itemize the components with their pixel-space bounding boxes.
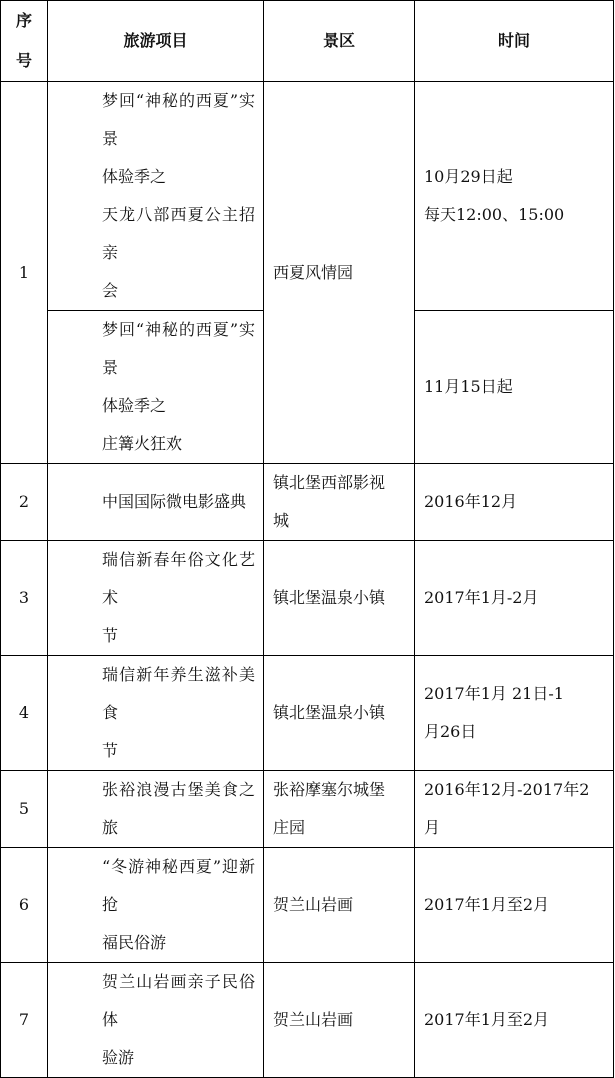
- project-line: 天龙八部西夏公主招亲: [102, 205, 255, 262]
- time-line: 2017年1月-2月: [424, 588, 539, 607]
- place-cell: [264, 541, 415, 656]
- table-row: [1, 656, 614, 771]
- project-cell: [48, 311, 264, 464]
- row-number: 1: [1, 82, 48, 464]
- project-line: 中国国际微电影盛典: [102, 492, 247, 511]
- place-line: 贺兰山岩画: [273, 1010, 354, 1029]
- row-number: 3: [1, 541, 48, 656]
- time-cell: [415, 464, 614, 541]
- table-row: [1, 771, 614, 848]
- time-cell: [415, 541, 614, 656]
- project-line: 福民俗游: [102, 933, 167, 952]
- place-cell: 西夏风情园: [264, 82, 415, 464]
- table-row: [1, 848, 614, 963]
- time-line: 10月29日起: [424, 167, 513, 186]
- table-row: [1, 82, 614, 311]
- header-row: [1, 1, 614, 82]
- time-cell: [415, 771, 614, 848]
- place-line: 贺兰山岩画: [273, 895, 354, 914]
- header-project: 旅游项目: [48, 1, 264, 82]
- place-cell: [264, 848, 415, 963]
- time-line: 2017年1月至2月: [424, 1010, 550, 1029]
- project-line: 节: [102, 741, 119, 760]
- time-cell: [415, 656, 614, 771]
- project-line: 梦回“神秘的西夏”实景: [102, 320, 255, 377]
- place-cell: [264, 963, 415, 1078]
- time-line: 月: [424, 818, 441, 837]
- project-line: 庄篝火狂欢: [102, 434, 183, 453]
- header-place: 景区: [264, 1, 415, 82]
- row-number: 7: [1, 963, 48, 1078]
- place-cell: [264, 464, 415, 541]
- project-line: 贺兰山岩画亲子民俗体: [102, 972, 255, 1029]
- place-line: 张裕摩塞尔城堡: [273, 780, 386, 799]
- project-line: 瑞信新春年俗文化艺术: [102, 550, 255, 607]
- table-row: [1, 541, 614, 656]
- place-line: 城: [273, 511, 290, 530]
- project-cell: [48, 848, 264, 963]
- row-number: 5: [1, 771, 48, 848]
- project-cell: [48, 771, 264, 848]
- time-cell: [415, 311, 614, 464]
- project-line: 体验季之: [102, 167, 167, 186]
- project-line: 节: [102, 626, 119, 645]
- time-line: 2016年12月: [424, 492, 518, 511]
- header-time: 时间: [415, 1, 614, 82]
- project-line: 验游: [102, 1048, 135, 1067]
- project-line: “冬游神秘西夏”迎新抢: [102, 857, 255, 914]
- header-no: [1, 1, 48, 82]
- place-line: 镇北堡温泉小镇: [273, 588, 386, 607]
- project-cell: [48, 541, 264, 656]
- place-cell: [264, 656, 415, 771]
- time-line: 每天12:00、15:00: [424, 205, 565, 224]
- place-cell: [264, 771, 415, 848]
- project-cell: [48, 656, 264, 771]
- time-line: 11月15日起: [424, 377, 513, 396]
- table-row: [1, 963, 614, 1078]
- time-line: 2017年1月 21日-1: [424, 684, 564, 703]
- header-no-line: 序: [15, 11, 32, 30]
- project-cell: [48, 963, 264, 1078]
- row-number: 2: [1, 464, 48, 541]
- project-line: 瑞信新年养生滋补美食: [102, 665, 255, 722]
- place-line: 镇北堡温泉小镇: [273, 703, 386, 722]
- project-line: 张裕浪漫古堡美食之旅: [102, 780, 255, 837]
- time-line: 月26日: [424, 722, 477, 741]
- time-cell: [415, 848, 614, 963]
- time-cell: [415, 963, 614, 1078]
- row-number: 6: [1, 848, 48, 963]
- place-line: 镇北堡西部影视: [273, 473, 386, 492]
- time-line: 2016年12月-2017年2: [424, 780, 590, 799]
- table-row: [1, 464, 614, 541]
- project-line: 体验季之: [102, 396, 167, 415]
- project-cell: [48, 82, 264, 311]
- row-number: 4: [1, 656, 48, 771]
- time-line: 2017年1月至2月: [424, 895, 550, 914]
- project-line: 会: [102, 281, 119, 300]
- project-line: 梦回“神秘的西夏”实景: [102, 91, 255, 148]
- time-cell: [415, 82, 614, 311]
- header-no-line: 号: [15, 51, 32, 70]
- project-cell: [48, 464, 264, 541]
- place-line: 庄园: [273, 818, 306, 837]
